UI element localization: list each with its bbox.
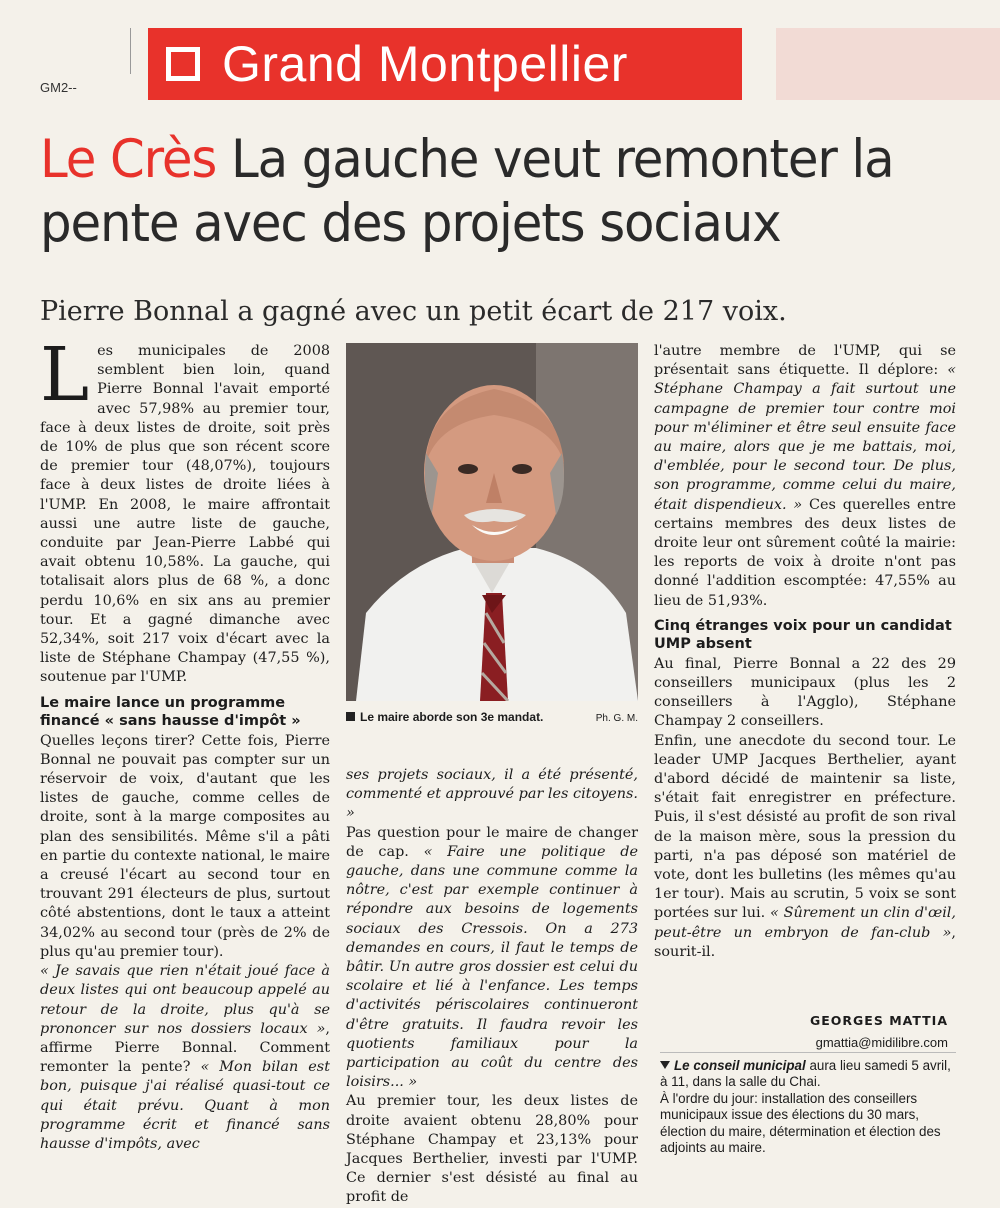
mayor-photo (346, 343, 638, 701)
caption-text: Le maire aborde son 3e mandat. (360, 710, 544, 724)
text: Enfin, une anecdote du second tour. Le leader UMP Jacques Berthelier, ayant d'abord décidé de maintenir sa liste, s'était fait enregistrer en préfecture. Puis, il s'est désisté au profit de son rival de la maison mère, sous la pression du parti, n'a pas déposé son matériel de vote, dont les bulletins (les mêmes qu'au 1er tour). Mais au scrutin, 5 voix se sont portées sur lui. (654, 732, 956, 922)
author-byline: GEORGES MATTIA (809, 1013, 948, 1028)
article-column-3 (654, 342, 956, 962)
headline (40, 128, 914, 256)
square-icon (166, 47, 200, 81)
divider (660, 1052, 956, 1053)
text: , affirme Pierre Bonnal. Comment remonter la pente? (40, 1020, 330, 1076)
author-email[interactable]: gmattia@midilibre.com (815, 1035, 948, 1050)
info-lead: Le conseil municipal (674, 1058, 806, 1073)
paragraph: Au premier tour, les deux listes de droite avaient obtenu 28,80% pour Stéphane Champay et 23,13% pour Jacques Berthelier, investi par l'UMP. Ce dernier s'est désisté au final au profit de (346, 1093, 638, 1206)
subheadline: Pierre Bonnal a gagné avec un petit écart de 217 voix. (40, 296, 787, 327)
text: Ces querelles entre certains membres des deux listes de droite leur ont sûrement coûté la mairie: les reports de voix à droite n'ont pas donné l'addition escomptée: 47,55% au lieu de 51,93%. (654, 496, 956, 609)
paragraph: Au final, Pierre Bonnal a 22 des 29 conseillers municipaux (plus les 2 conseillers à l'Agglo), Stéphane Champay 2 conseillers. (654, 655, 956, 730)
info-line (660, 1058, 956, 1091)
article-column-1 (40, 332, 330, 1154)
paragraph (654, 342, 956, 611)
quote: « Faire une politique de gauche, dans une commune comme la nôtre, c'est par exemple continuer à répondre aux besoins de logements sociaux des Cressois. On a 273 demandes en cours, il faut le temps de bâtir. Un autre gros dossier est celui du scolaire et lié à l'enfance. Les temps d'activités périscolaires continueront d'être gratuits. Il faudra revoir les quotients familiaux pour la participation au coût du centre des loisirs... » (346, 843, 638, 1091)
dropcap: L (40, 332, 90, 418)
info-agenda: À l'ordre du jour: installation des conseillers municipaux issue des élections du 30 mars, élection du maire, détermination et élection des adjoints au maire. (660, 1090, 941, 1156)
header-divider (130, 28, 131, 74)
photo-caption (346, 710, 638, 724)
article-column-2 (346, 766, 638, 1208)
section-title: Grand Montpellier (222, 36, 628, 92)
intro-text: es municipales de 2008 semblent bien loin, quand Pierre Bonnal l'avait emporté avec 57,98% au premier tour, face à deux listes de droite, soit près de 10% de plus que son récent score de premier tour (48,07%), toujours face à deux listes de droite liées à l'UMP. En 2008, le maire affrontait aussi une autre liste de gauche, conduite par Jean-Pierre Labbé qui avait obtenu 10,58%. La gauche, qui totalisait alors plus de 68 %, a donc perdu 10,6% en six ans au premier tour. Et a gagné dimanche avec 52,34%, soit 217 voix d'écart avec la liste de Stéphane Champay (47,55 %), soutenue par l'UMP. (40, 343, 330, 686)
quote: « Je savais que rien n'était joué face à deux listes qui ont beaucoup appelé au retour de la droite, plus qu'à se prononcer sur nos dossiers locaux » (40, 963, 330, 1037)
adjacent-page-bleed (776, 28, 1000, 100)
triangle-icon (660, 1061, 670, 1069)
kicker: Le Crès (40, 129, 217, 190)
quote: « Sûrement un clin d'œil, peut-être un embryon de fan-club » (654, 905, 956, 941)
paragraph (654, 732, 956, 962)
text: , sourit-il. (654, 924, 956, 960)
page-code: GM2-- (40, 80, 77, 95)
paragraph (346, 824, 638, 1093)
headline-text: La gauche veut remonter la pente avec des projets sociaux (40, 129, 894, 254)
caption-text-wrap (346, 710, 543, 724)
section-banner (148, 28, 742, 100)
photo-credit: Ph. G. M. (595, 713, 638, 724)
crosshead-1: Le maire lance un programme financé « sans hausse d'impôt » (40, 694, 301, 729)
paragraph: Quelles leçons tirer? Cette fois, Pierre Bonnal ne pouvait pas compter sur un réservoir de voix, d'autant que les listes de gauche, comme celles de droite, sont à la marge composites au plan des sensibilités. Même s'il a pâti en partie du contexte national, le maire a creusé l'écart au second tour en trouvant 291 électeurs de plus, surtout côté abstentions, dont le taux a atteint 34,02% au second tour (près de 2% de plus qu'au premier tour). (40, 732, 330, 960)
text: Pas question pour le maire de changer de cap. (346, 824, 638, 860)
paragraph (346, 766, 638, 824)
portrait-illustration (346, 343, 638, 701)
quote: « Stéphane Champay a fait surtout une campagne de premier tour contre moi pour m'éliminer et être seul ensuite face au maire, alors que je me battais, moi, d'emblée, pour le second tour. De plus, son programme, comme celui du maire, était dispendieux. » (654, 362, 956, 513)
paragraph (40, 962, 330, 1154)
quote: ses projets sociaux, il a été présenté, commenté et approuvé par les citoyens. » (346, 767, 638, 822)
intro-paragraph (40, 332, 330, 688)
bullet-square-icon (346, 712, 355, 721)
quote: « Mon bilan est bon, puisque j'ai réalisé quasi-tout ce qui était prévu. Quant à mon programme écrit et financé sans hausse d'impôts, avec (40, 1059, 330, 1152)
info-box (660, 1058, 956, 1156)
crosshead-2: Cinq étranges voix pour un candidat UMP absent (654, 617, 952, 652)
text: l'autre membre de l'UMP, qui se présentait sans étiquette. Il déplore: (654, 343, 956, 379)
info-text: aura lieu samedi 5 avril, à 11, dans la salle du Chai. (660, 1058, 951, 1090)
